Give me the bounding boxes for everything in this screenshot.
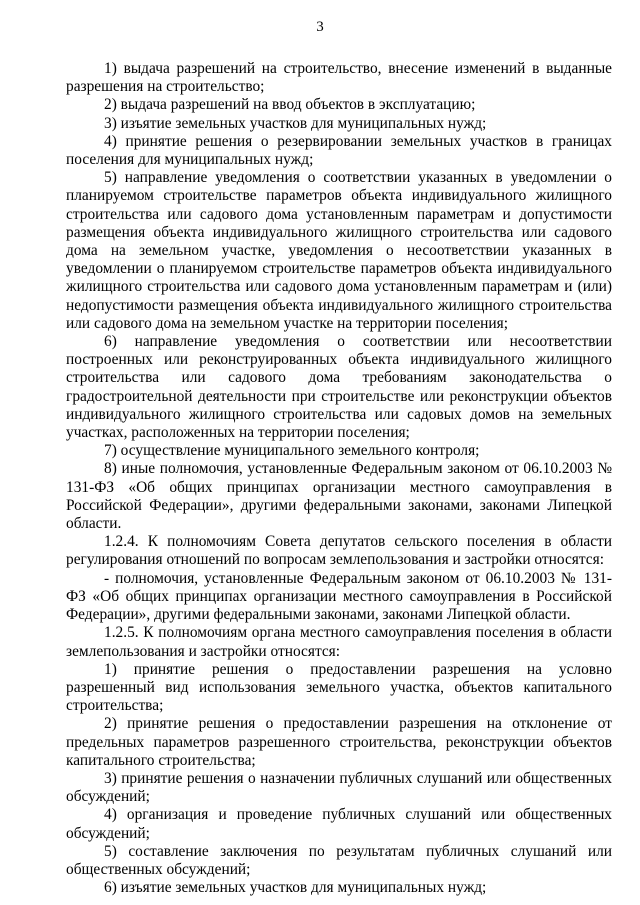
paragraph: 5) направление уведомления о соответствии указанных в уведомлении о планируемом строительстве параметров объекта индивидуального жилищного строительства или садового дома установленным параметрам и допустимости размещения объекта индивидуального жилищного строительства или садового дома на земельном участке, уведомления о несоответствии указанных в уведомлении о планируемом строительстве параметров объекта индивидуального жилищного строительства или садового дома установленным параметрам и (или) недопустимости размещения объекта индивидуального жилищного строительства или садового дома на земельном участке на территории поселения; — [66, 169, 612, 332]
paragraph: 8) иные полномочия, установленные Федеральным законом от 06.10.2003 № 131-ФЗ «Об общих принципах организации местного самоуправления в Российской Федерации», другими федеральными законами, законами Липецкой области. — [66, 460, 612, 533]
paragraph: 1.2.4. К полномочиям Совета депутатов сельского поселения в области регулирования отношений по вопросам землепользования и застройки относятся: — [66, 533, 612, 569]
paragraph: 5) составление заключения по результатам публичных слушаний или общественных обсуждений; — [66, 842, 612, 878]
page-number: 3 — [316, 19, 324, 35]
paragraph: 2) выдача разрешений на ввод объектов в эксплуатацию; — [104, 96, 476, 114]
paragraph: 2) принятие решения о предоставлении разрешения на отклонение от предельных параметров разрешенного строительства, реконструкции объектов капитального строительства; — [66, 715, 612, 769]
paragraph: 1.2.5. К полномочиям органа местного самоуправления поселения в области землепользования и застройки относятся: — [66, 624, 612, 660]
paragraph: 3) изъятие земельных участков для муниципальных нужд; — [104, 114, 487, 132]
paragraph: 4) организация и проведение публичных слушаний или общественных обсуждений; — [66, 806, 612, 842]
paragraph: 1) выдача разрешений на строительство, внесение изменений в выданные разрешения на строительство; — [66, 60, 612, 96]
paragraph: 6) направление уведомления о соответствии или несоответствии построенных или реконструированных объекта индивидуального жилищного строительства или садового дома требованиям законодательства о градостроительной деятельности при строительстве или реконструкции объектов индивидуального жилищного строительства или садовых домов на земельных участках, расположенных на территории поселения; — [66, 333, 612, 442]
paragraph: 3) принятие решения о назначении публичных слушаний или общественных обсуждений; — [66, 769, 612, 806]
paragraph: 7) осуществление муниципального земельного контроля; — [104, 442, 480, 460]
paragraph: - полномочия, установленные Федеральным законом от 06.10.2003 № 131-ФЗ «Об общих принципах организации местного самоуправления в Российской Федерации», другими федеральными законами, законами Липецкой области. — [66, 569, 612, 624]
paragraph: 1) принятие решения о предоставлении разрешения на условно разрешенный вид использования земельного участка, объектов капитального строительства; — [66, 660, 612, 715]
document-body — [66, 60, 612, 897]
paragraph: 4) принятие решения о резервировании земельных участков в границах поселения для муниципальных нужд; — [66, 132, 612, 169]
paragraph: 6) изъятие земельных участков для муниципальных нужд; — [104, 879, 487, 897]
